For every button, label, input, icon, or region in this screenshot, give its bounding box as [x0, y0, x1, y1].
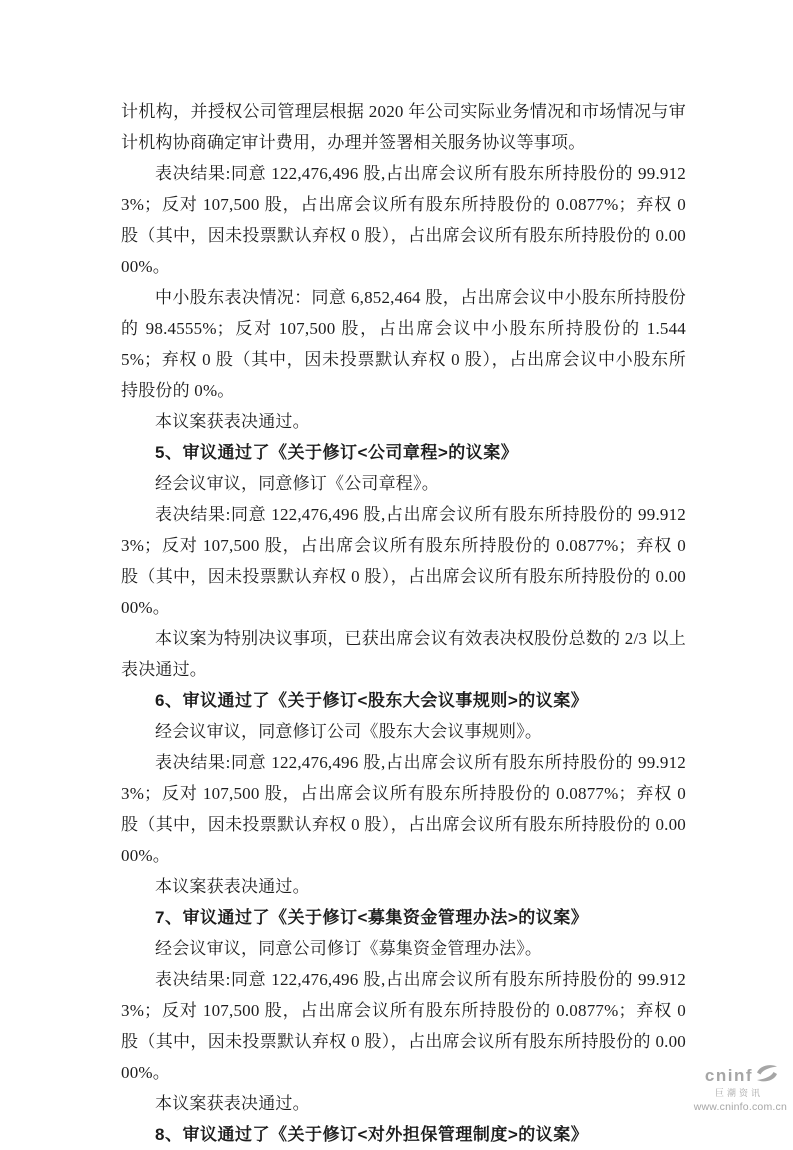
- cninfo-swirl-icon: [755, 1063, 779, 1088]
- vote-result-paragraph: 表决结果:同意 122,476,496 股,占出席会议所有股东所持股份的 99.9123%；反对 107,500 股，占出席会议所有股东所持股份的 0.0877%；弃权 0 股（其中，因未投票默认弃权 0 股），占出席会议所有股东所持股份的 0.0000%。: [121, 970, 686, 1082]
- proposal-heading-6: 6、审议通过了《关于修订<股东大会议事规则>的议案》: [155, 691, 589, 710]
- cninfo-logo-text: cninf: [704, 1065, 753, 1085]
- footer-logo: [694, 1063, 789, 1113]
- cninfo-logo-chinese-name: 巨潮资讯: [714, 1087, 763, 1098]
- vote-result-paragraph: 表决结果:同意 122,476,496 股,占出席会议所有股东所持股份的 99.9123%；反对 107,500 股，占出席会议所有股东所持股份的 0.0877%；弃权 0 股（其中，因未投票默认弃权 0 股），占出席会议所有股东所持股份的 0.0000%。: [121, 753, 686, 865]
- proposal-heading-7: 7、审议通过了《关于修订<募集资金管理办法>的议案》: [155, 908, 589, 927]
- resolution-passed-paragraph: 本议案获表决通过。: [155, 412, 310, 431]
- cninfo-logo-url: www.cninfo.com.cn: [693, 1100, 787, 1113]
- review-approved-paragraph-6: 经会议审议，同意修订公司《股东大会议事规则》。: [155, 722, 543, 741]
- document-body: [121, 96, 686, 1150]
- special-resolution-paragraph: 本议案为特别决议事项，已获出席会议有效表决权股份总数的 2/3 以上表决通过。: [121, 629, 686, 679]
- resolution-passed-paragraph: 本议案获表决通过。: [155, 1094, 310, 1113]
- resolution-passed-paragraph: 本议案获表决通过。: [155, 877, 310, 896]
- proposal-heading-5: 5、审议通过了《关于修订<公司章程>的议案》: [155, 443, 519, 462]
- review-approved-paragraph-5: 经会议审议，同意修订《公司章程》。: [155, 474, 439, 493]
- minority-vote-paragraph: 中小股东表决情况：同意 6,852,464 股，占出席会议中小股东所持股份的 98.4555%；反对 107,500 股，占出席会议中小股东所持股份的 1.5445%；弃权 0 股（其中，因未投票默认弃权 0 股），占出席会议中小股东所持股份的 0%。: [121, 288, 686, 400]
- vote-result-paragraph: 表决结果:同意 122,476,496 股,占出席会议所有股东所持股份的 99.9123%；反对 107,500 股，占出席会议所有股东所持股份的 0.0877%；弃权 0 股（其中，因未投票默认弃权 0 股），占出席会议所有股东所持股份的 0.0000%。: [121, 505, 686, 617]
- cninfo-logo-row: [694, 1063, 789, 1088]
- review-approved-paragraph-7: 经会议审议，同意公司修订《募集资金管理办法》。: [155, 939, 543, 958]
- paragraph-continuation: 计机构，并授权公司管理层根据 2020 年公司实际业务情况和市场情况与审计机构协商确定审计费用，办理并签署相关服务协议等事项。: [121, 102, 686, 152]
- vote-result-paragraph: 表决结果:同意 122,476,496 股,占出席会议所有股东所持股份的 99.9123%；反对 107,500 股，占出席会议所有股东所持股份的 0.0877%；弃权 0 股（其中，因未投票默认弃权 0 股），占出席会议所有股东所持股份的 0.0000%。: [121, 164, 686, 276]
- proposal-heading-8: 8、审议通过了《关于修订<对外担保管理制度>的议案》: [155, 1125, 589, 1144]
